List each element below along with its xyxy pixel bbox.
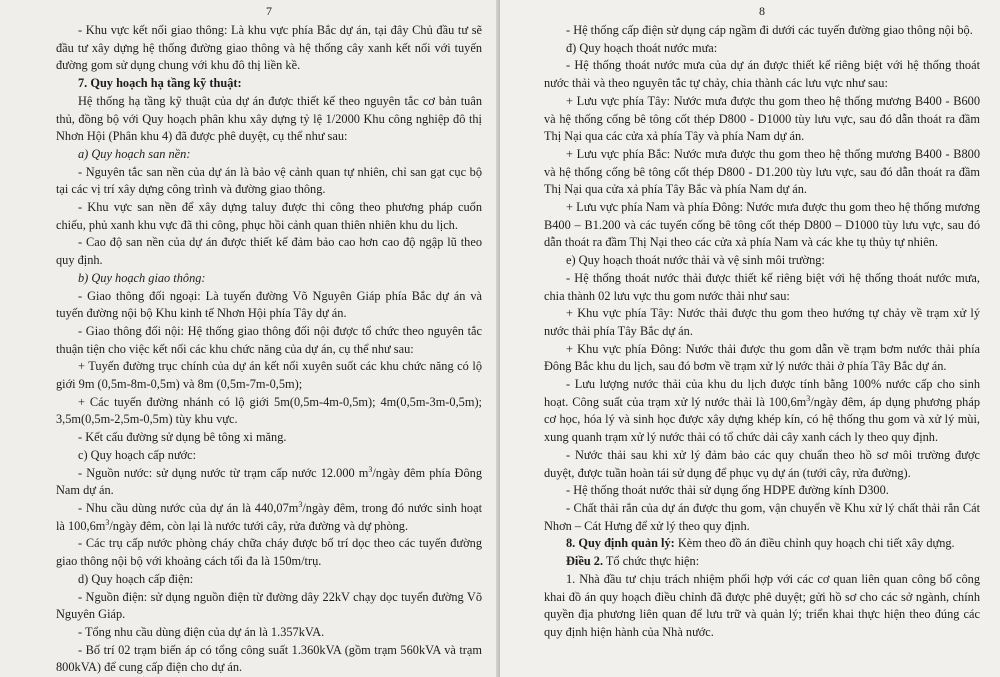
- subsection-heading: d) Quy hoạch cấp điện:: [78, 571, 194, 586]
- article-heading: Điều 2.: [566, 554, 604, 569]
- paragraph: - Nguyên tắc san nền của dự án là bảo vệ cảnh quan tự nhiên, chỉ san gạt cục bộ tại các vị trí xây dựng công trình và đường giao thông.: [56, 164, 482, 197]
- page-number: 7: [266, 4, 272, 18]
- paragraph: + Các tuyến đường nhánh có lộ giới 5m(0,5m-4m-0,5m); 4m(0,5m-3m-0,5m); 3,5m(0,5m-2,5m-0,5m) tùy khu vực.: [56, 394, 482, 427]
- paragraph: - Kết cấu đường sử dụng bê tông xi măng.: [78, 430, 287, 445]
- paragraph: [544, 535, 980, 553]
- superscript: 3: [105, 517, 110, 527]
- page-number: 8: [759, 4, 765, 18]
- text-fragment: - Nhu cầu dùng nước của dự án là 440,07m: [78, 500, 299, 515]
- paragraph: Hệ thống hạ tầng kỹ thuật của dự án được thiết kế theo nguyên tắc cơ bản tuân thủ, đồng bộ với Quy hoạch phân khu xây dựng tỷ lệ 1/2000 Khu công nghiệp đô thị Nhơn Hội (Phân khu 4) đã được phê duyệt, cụ thể như sau:: [56, 93, 482, 144]
- paragraph: - Khu vực kết nối giao thông: Là khu vực phía Bắc dự án, tại đây Chủ đầu tư sẽ đầu tư xây dựng hệ thống đường giao thông và hệ thống cây xanh kết nối với tuyến đường gom sử dụng chung với khu đô thị liền kề.: [56, 23, 482, 73]
- superscript: 3: [806, 393, 811, 403]
- paragraph: + Lưu vực phía Bắc: Nước mưa được thu gom theo hệ thống mương B400 - B800 và hệ thống cống bê tông cốt thép D800 - D1.200 tùy lưu vực, sau đó dẫn thoát ra đầm Thị Nại qua cửa xả phía Tây Bắc và phía Nam dự án.: [544, 146, 980, 197]
- paragraph: + Lưu vực phía Nam và phía Đông: Nước mưa được thu gom theo hệ thống mương B400 – B1.200 và các tuyến cống bê tông cốt thép D800 – D1000 tùy lưu vực, sau đó dẫn thoát ra đầm Thị Nại theo các cửa xả phía Nam và các khe tụ thủy tự nhiên.: [544, 200, 980, 250]
- paragraph: - Bố trí 02 trạm biến áp có tổng công suất 1.360kVA (gồm trạm 560kVA và trạm 800kVA) để cung cấp điện cho dự án.: [56, 642, 482, 675]
- paragraph: - Chất thải rắn của dự án được thu gom, vận chuyển về Khu xử lý chất thải rắn Cát Nhơn – Cát Hưng để xử lý theo quy định.: [544, 500, 980, 533]
- paragraph: + Lưu vực phía Tây: Nước mưa được thu gom theo hệ thống mương B400 - B600 và hệ thống cống bê tông cốt thép D800 - D1000 tùy lưu vực, sau đó dẫn thoát ra đầm Thị Nại qua các cửa xả phía Tây và phía Nam dự án.: [544, 93, 980, 144]
- subsection-heading: b) Quy hoạch giao thông:: [78, 270, 206, 285]
- paragraph: - Hệ thống thoát nước thải sử dụng ống HDPE đường kính D300.: [566, 483, 889, 498]
- section-heading: 7. Quy hoạch hạ tầng kỹ thuật:: [78, 76, 242, 91]
- superscript: 3: [368, 464, 373, 474]
- superscript: 3: [298, 499, 303, 509]
- paragraph: - Nước thải sau khi xử lý đảm bảo các quy chuẩn theo hồ sơ môi trường được duyệt, được tuần hoàn tái sử dụng để phục vụ dự án (tưới cây, rửa đường).: [544, 447, 980, 480]
- subsection-heading: c) Quy hoạch cấp nước:: [78, 447, 197, 462]
- paragraph: 1. Nhà đầu tư chịu trách nhiệm phối hợp với các cơ quan liên quan công bố công khai đồ án quy hoạch điều chỉnh đã được phê duyệt; gửi hồ sơ cho các sở ngành, chính quyền địa phương liên quan để lưu trữ và quản lý; triển khai thực hiện theo đúng các quy định hiện hành của Nhà nước.: [544, 571, 980, 639]
- text-fragment: Kèm theo đồ án điều chỉnh quy hoạch chi tiết xây dựng.: [674, 536, 955, 551]
- text-fragment: /ngày đêm phía Đông Nam dự án.: [56, 465, 482, 498]
- section-heading: 8. Quy định quản lý:: [566, 536, 675, 551]
- paragraph: - Giao thông đối ngoại: Là tuyến đường Võ Nguyên Giáp phía Bắc dự án và tuyến đường nội bộ Khu kinh tế Nhơn Hội phía Tây dự án.: [56, 288, 482, 321]
- subsection-heading: a) Quy hoạch san nền:: [78, 146, 191, 161]
- text-fragment: - Lưu lượng nước thải của khu du lịch được tính bằng 100% nước cấp cho sinh hoạt. Công suất của trạm xử lý nước thải là 100,6m: [544, 377, 980, 409]
- paragraph: - Hệ thống thoát nước mưa của dự án được thiết kế riêng biệt với hệ thống thoát nước thải và theo nguyên tắc tự chảy, chia thành các lưu vực như sau:: [544, 58, 980, 91]
- paragraph: - Tổng nhu cầu dùng điện của dự án là 1.357kVA.: [78, 624, 325, 639]
- text-fragment: /ngày đêm, trong đó nước sinh hoạt là 100,6m: [56, 500, 482, 533]
- paragraph: + Tuyến đường trục chính của dự án kết nối xuyên suốt các khu chức năng có lộ giới 9m (0,5m-8m-0,5m) và 8m (0,5m-7m-0,5m);: [56, 359, 482, 392]
- text-fragment: /ngày đêm, còn lại là nước tưới cây, rửa đường và dự phòng.: [109, 518, 409, 533]
- paragraph: - Khu vực san nền để xây dựng taluy được thi công theo phương pháp cuốn chiếu, phủ xanh khu vực đã thi công, phục hồi cảnh quan thiên nhiên khu du lịch.: [56, 200, 482, 232]
- paragraph: + Khu vực phía Tây: Nước thải được thu gom theo hướng tự chảy về trạm xử lý nước thải phía Tây Bắc dự án.: [544, 306, 980, 338]
- subsection-heading: e) Quy hoạch thoát nước thải và vệ sinh môi trường:: [566, 253, 825, 268]
- paragraph: [544, 553, 980, 571]
- paragraph: - Nguồn điện: sử dụng nguồn điện từ đường dây 22kV chạy dọc tuyến đường Võ Nguyên Giáp.: [56, 589, 482, 622]
- text-fragment: Tổ chức thực hiện:: [603, 554, 700, 569]
- text-fragment: /ngày đêm, áp dụng phương pháp cơ học, hóa lý và sinh học được xây dựng khép kín, có hệ thống thu gom và xử lý mùi, xung quanh trạm xử lý nước thải có tổ chức dải cây xanh cách ly theo quy định.: [544, 394, 980, 445]
- paragraph: + Khu vực phía Đông: Nước thải được thu gom dẫn về trạm bơm nước thải phía Đông Bắc khu du lịch, sau đó bơm về trạm xử lý nước thải ở phía Tây Bắc dự án.: [544, 341, 980, 374]
- subsection-heading: đ) Quy hoạch thoát nước mưa:: [566, 40, 718, 55]
- paragraph: [544, 376, 980, 447]
- page-8: [500, 0, 1000, 677]
- paragraph: [56, 465, 482, 500]
- paragraph: - Các trụ cấp nước phòng cháy chữa cháy được bố trí dọc theo các tuyến đường giao thông nội bộ với khoảng cách tối đa là 150m/trụ.: [56, 536, 482, 569]
- paragraph: - Hệ thống thoát nước thải được thiết kế riêng biệt với hệ thống thoát nước mưa, chia thành 02 lưu vực thu gom nước thải như sau:: [544, 270, 980, 303]
- text-fragment: - Nguồn nước: sử dụng nước từ trạm cấp nước 12.000 m: [78, 465, 369, 480]
- paragraph: - Hệ thống cấp điện sử dụng cáp ngầm đi dưới các tuyến đường giao thông nội bộ.: [566, 23, 973, 37]
- paragraph: - Cao độ san nền của dự án được thiết kế đảm bảo cao hơn cao độ ngập lũ theo quy định.: [56, 235, 482, 268]
- paragraph: - Giao thông đối nội: Hệ thống giao thông đối nội được tổ chức theo nguyên tắc thuận tiện cho việc kết nối các khu chức năng của dự án, cụ thể như sau:: [56, 323, 482, 356]
- paragraph: [56, 500, 482, 535]
